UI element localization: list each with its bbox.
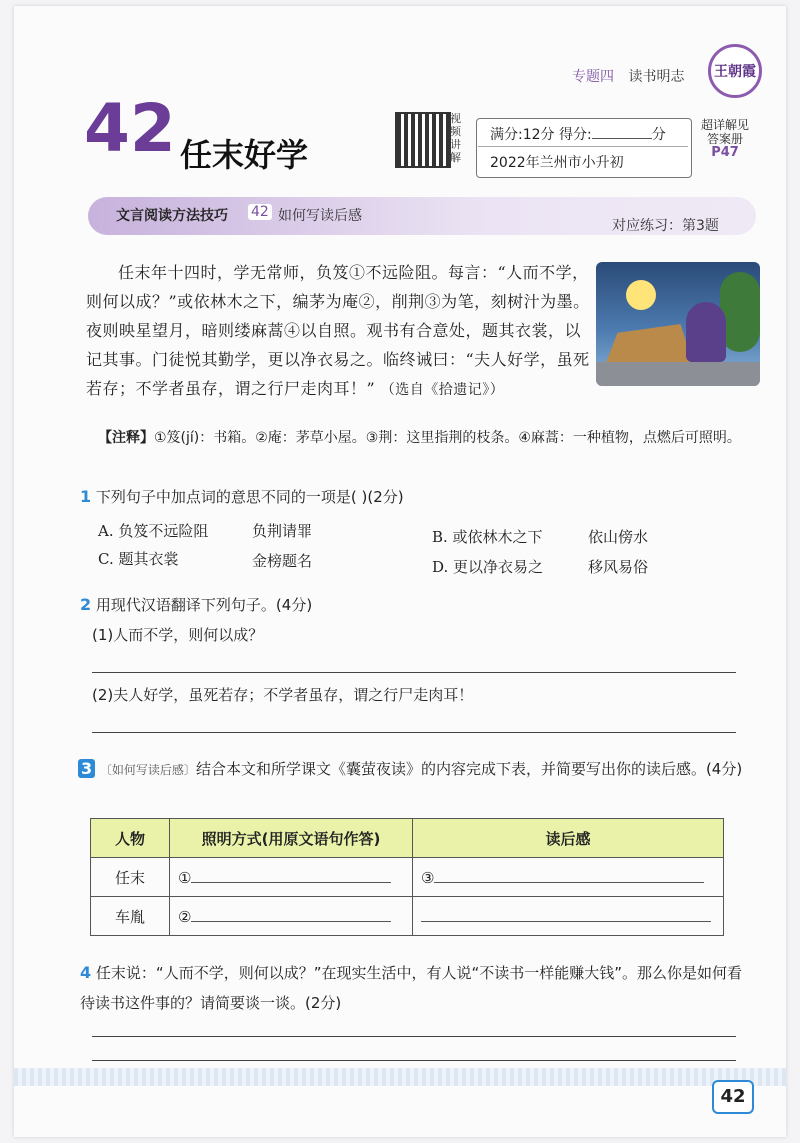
qr-code-icon[interactable] [395, 112, 451, 168]
answer-line[interactable] [92, 732, 736, 733]
classical-passage: 任末年十四时，学无常师，负笈①不远险阻。每言：“人而不学，则何以成？”或依林木之下，编茅为庵②，削荆③为笔，刻树汁为墨。夜则映星望月，暗则缕麻蒿④以自照。观书有合意处，题其衣裳，以记其事。门徒悦其勤学，更以净衣易之。临终诫曰：“夫人好学，虽死若存；不学者虽存，谓之行尸走肉耳！” （选自《拾遗记》） [86, 263, 590, 398]
page-number: 42 [712, 1080, 754, 1114]
reading-illustration [596, 262, 760, 386]
fill-table [90, 818, 724, 936]
option-d-compare: 移风易俗 [588, 558, 649, 576]
score-blank[interactable] [592, 138, 652, 139]
moon-icon [626, 280, 656, 310]
table-cell-answer[interactable]: ② [170, 897, 413, 936]
lesson-number: 42 [84, 90, 176, 167]
topic-tag: 专题四 [572, 69, 614, 85]
question-4: 4 任末说：“人而不学，则何以成？”在现实生活中，有人说“不读书一样能赚大钱”。那么你是如何看待读书这件事的？请简要谈一谈。(2分) [80, 963, 743, 1012]
table-header: 照明方式(用原文语句作答) [170, 819, 413, 858]
table-header: 读后感 [413, 819, 724, 858]
option-b-compare: 依山傍水 [588, 528, 649, 546]
lesson-title: 任末好学 [180, 136, 309, 174]
table-header: 人物 [91, 819, 170, 858]
option-b: B. 或依林木之下 [432, 528, 543, 546]
question-2: 2 用现代汉语翻译下列句子。(4分) [80, 595, 313, 614]
option-d: D. 更以净衣易之 [432, 558, 544, 576]
table-cell-answer[interactable]: ① [170, 858, 413, 897]
topic-name: 读书明志 [628, 69, 685, 85]
table-cell-reflection[interactable]: ③ [413, 858, 724, 897]
annotation: 【注释】①笈(jí)：书箱。②庵：茅草小屋。③荆：这里指荆的枝条。④麻蒿：一种植物，点燃后可照明。 [98, 430, 741, 446]
tree-icon [720, 272, 760, 352]
answer-line[interactable] [92, 672, 736, 673]
ground [596, 362, 760, 386]
footer-stripe [14, 1068, 786, 1086]
qr-label: 视频讲解 [450, 112, 461, 164]
answer-reference: 超详解见 答案册 P47 [700, 118, 749, 160]
q2-sub2: (2)夫人好学，虽死若存；不学者虽存，谓之行尸走肉耳！ [92, 686, 474, 704]
banner-subtitle: 如何写读后感 [278, 208, 362, 224]
option-c: C. 题其衣裳 [98, 550, 179, 568]
banner-title: 文言阅读方法技巧 [116, 208, 228, 224]
table-cell-name: 任末 [91, 858, 170, 897]
option-c-compare: 金榜题名 [252, 552, 313, 570]
option-a-compare: 负荆请罪 [252, 522, 313, 540]
option-a: A. 负笈不远险阻 [98, 522, 209, 540]
topic-header [572, 66, 684, 86]
exam-source: 2022年兰州市小升初 [490, 155, 624, 171]
answer-line[interactable] [92, 1036, 736, 1037]
question-1: 1 下列句子中加点词的意思不同的一项是( )(2分) [80, 487, 404, 506]
score-divider [478, 146, 688, 147]
table-cell-reflection[interactable] [413, 897, 724, 936]
q2-sub1: (1)人而不学，则何以成？ [92, 626, 264, 644]
answer-line[interactable] [92, 1060, 736, 1061]
question-3: 3 〔如何写读后感〕结合本文和所学课文《囊萤夜读》的内容完成下表，并简要写出你的读后感。(4分) [78, 754, 750, 785]
table-cell-name: 车胤 [91, 897, 170, 936]
score-row: 满分:12分 得分: 分 [490, 127, 666, 143]
passage-source: （选自《拾遗记》） [380, 382, 505, 398]
banner-practice-ref: 对应练习：第3题 [612, 218, 719, 234]
brand-logo: 王朝霞 [708, 44, 762, 98]
banner-number: 42 [248, 204, 272, 220]
reading-boy-icon [686, 302, 726, 362]
